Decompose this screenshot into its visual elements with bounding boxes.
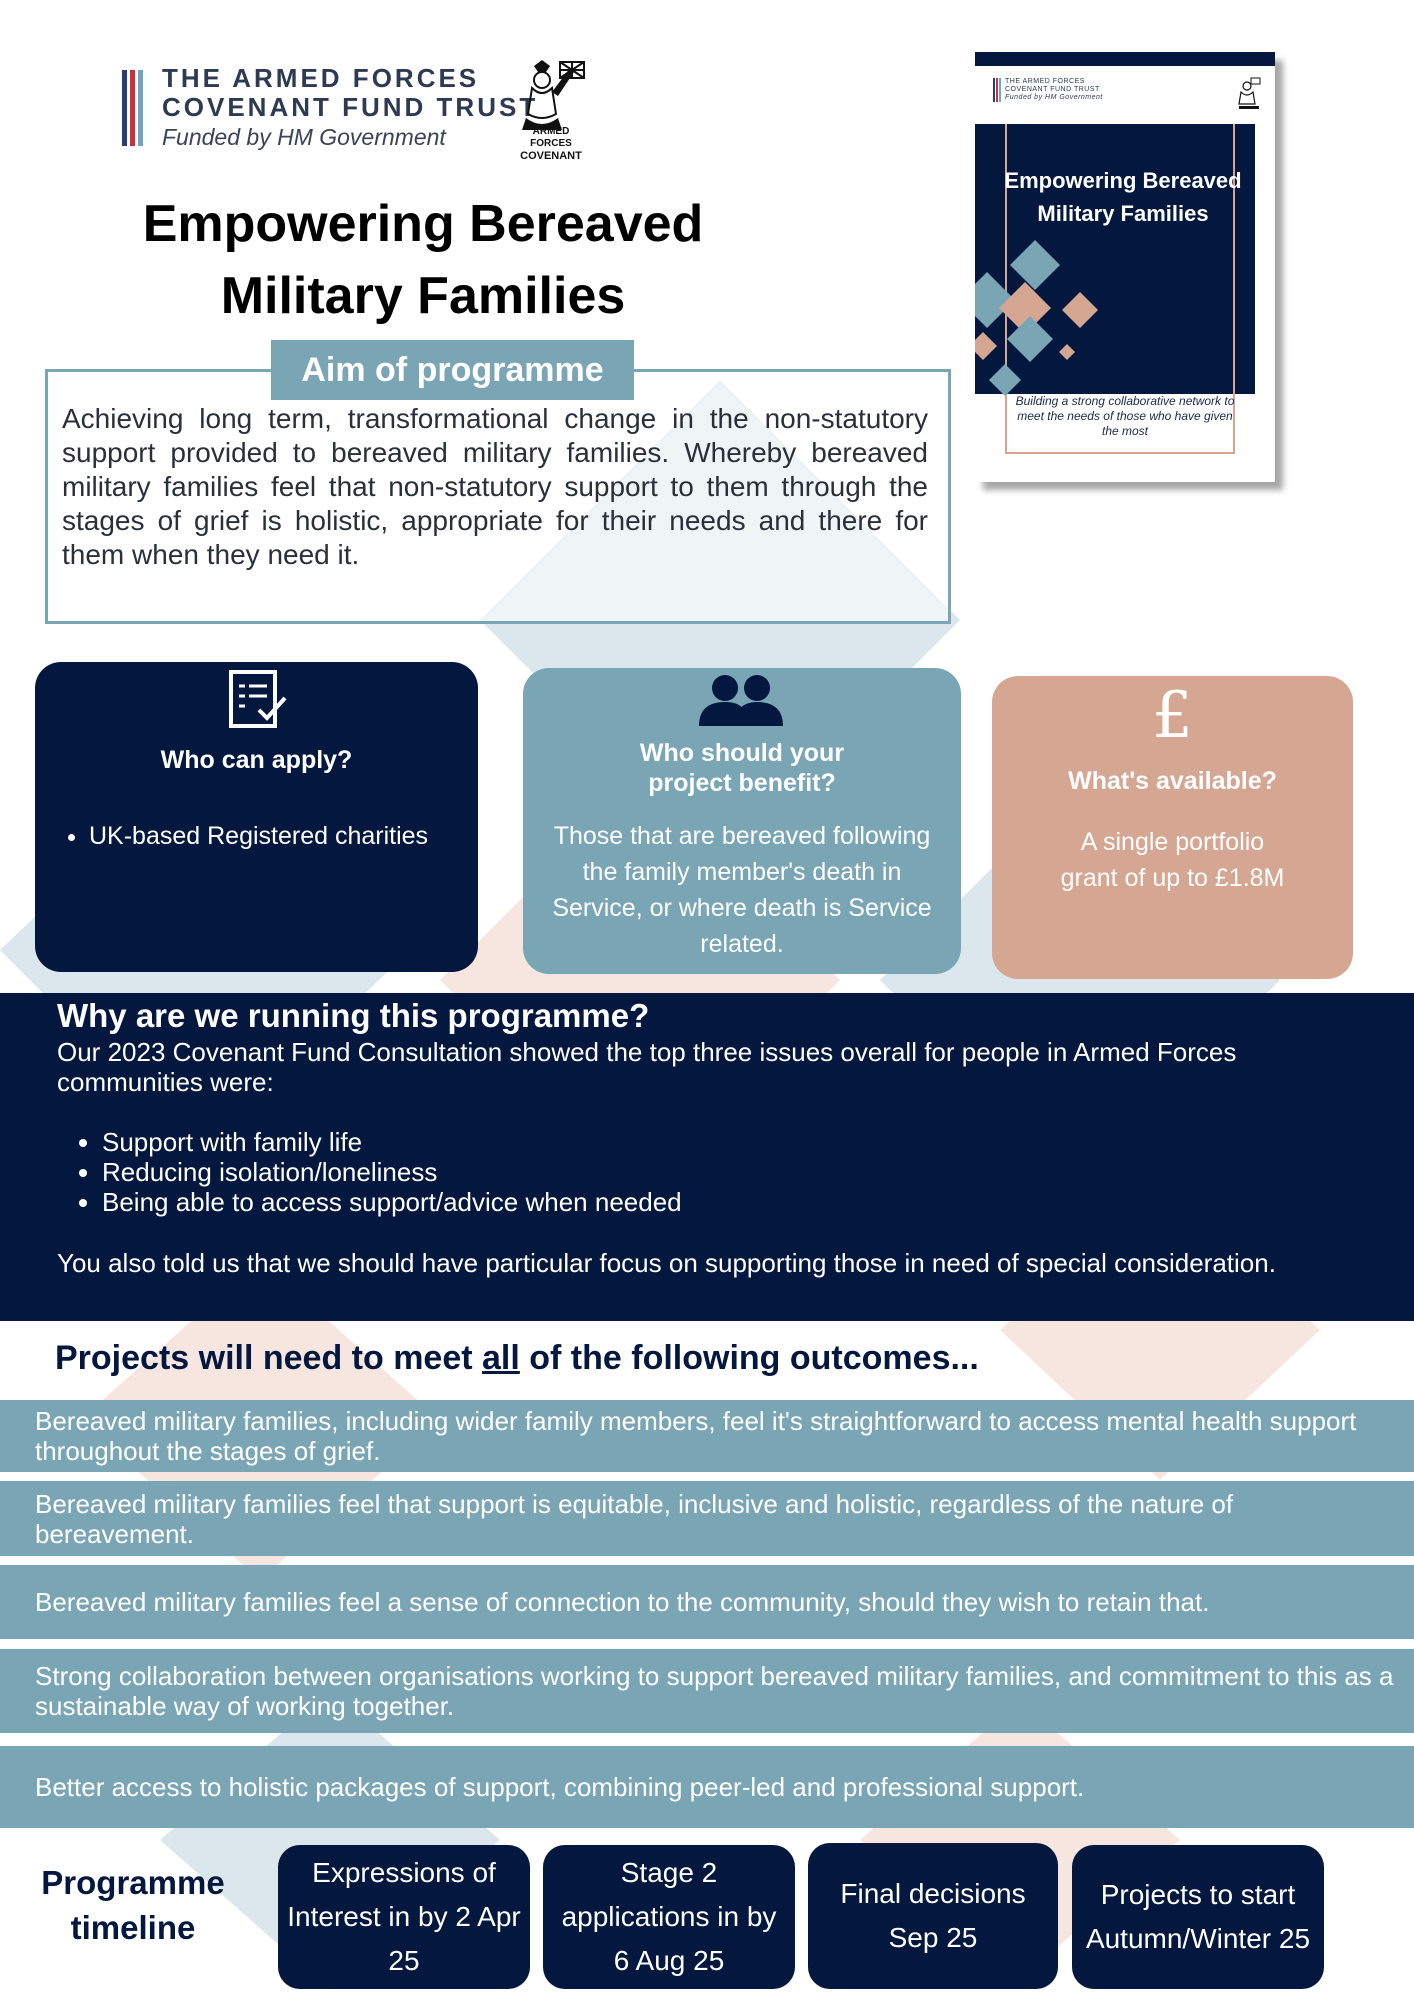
- why-outro: You also told us that we should have particular focus on supporting those in need of special consideration.: [57, 1248, 1276, 1278]
- who-can-apply-card: [35, 662, 478, 972]
- brochure-cover-image: [975, 52, 1275, 482]
- who-benefit-body: Those that are bereaved following the family member's death in Service, or where death is Service related.: [552, 822, 932, 958]
- outcome-item-3: Bereaved military families feel a sense of connection to the community, should they wish to retain that.: [0, 1565, 1414, 1639]
- brochure-logo-line1: THE ARMED FORCES: [1005, 78, 1085, 85]
- page-title-line1: Empowering Bereaved: [142, 195, 704, 253]
- brochure-logo-line3: Funded by HM Government: [1005, 94, 1103, 101]
- timeline-step-3: Final decisions Sep 25: [808, 1843, 1058, 1989]
- logo-stripes: [122, 70, 152, 146]
- list-item: • Reducing isolation/loneliness: [102, 1157, 682, 1187]
- list-item: • Support with family life: [102, 1127, 682, 1157]
- brochure-title: Empowering Bereaved Military Families: [1004, 168, 1242, 226]
- page-title-line2: Military Families: [220, 267, 626, 325]
- list-item: • UK-based Registered charities: [89, 818, 428, 854]
- brochure-subtitle: Building a strong collaborative network to meet the needs of those who have given the most: [1015, 394, 1235, 438]
- brochure-diamonds-icon: [975, 232, 1115, 412]
- why-section: [0, 993, 1414, 1321]
- who-can-apply-list: [59, 818, 428, 854]
- crest-label-1: ARMED FORCES: [530, 126, 572, 149]
- outcome-item-5: Better access to holistic packages of support, combining peer-led and professional support.: [0, 1746, 1414, 1828]
- why-heading: Why are we running this programme?: [57, 997, 650, 1034]
- armed-forces-covenant-crest-icon: [512, 58, 590, 162]
- whats-available-card: [992, 676, 1353, 979]
- why-list: [72, 1127, 682, 1217]
- outcomes-heading-after: of the following outcomes...: [519, 1339, 979, 1377]
- page-title: [100, 188, 746, 332]
- why-intro: Our 2023 Covenant Fund Consultation showed the top three issues overall for people in Armed Forces communities were:: [57, 1037, 1237, 1097]
- whats-available-title: What's available?: [1068, 767, 1277, 795]
- timeline-label: [28, 1860, 238, 1950]
- timeline-step-1: Expressions of Interest in by 2 Apr 25: [278, 1845, 530, 1989]
- outcomes-heading-before: Projects will need to meet: [55, 1339, 483, 1377]
- outcome-item-4: Strong collaboration between organisations working to support bereaved military families, and commitment to this as a sustainable way of working together.: [0, 1649, 1414, 1733]
- outcome-item-1: Bereaved military families, including wider family members, feel it's straightforward to access mental health support throughout the stages of grief.: [0, 1400, 1414, 1472]
- timeline-label-line1: Programme: [41, 1864, 225, 1901]
- outcome-item-2: Bereaved military families feel that support is equitable, inclusive and holistic, regardless of the nature of bereavement.: [0, 1481, 1414, 1556]
- aim-text: Achieving long term, transformational change in the non-statutory support provided to bereaved military families. Whereby bereaved military families feel that non-statutory support to them through the stages of grief is holistic, appropriate for their needs and there for them when they need it.: [62, 403, 928, 570]
- timeline-step-2: Stage 2 applications in by 6 Aug 25: [543, 1845, 795, 1989]
- logo-line1: THE ARMED FORCES: [162, 63, 480, 93]
- list-item: • Being able to access support/advice when needed: [102, 1187, 682, 1217]
- logo-line3: Funded by HM Government: [162, 124, 446, 150]
- timeline-step-4: Projects to start Autumn/Winter 25: [1072, 1845, 1324, 1989]
- logo-line2: COVENANT FUND TRUST: [162, 92, 539, 122]
- whats-available-body-line1: A single portfolio: [1080, 828, 1265, 856]
- aim-heading: Aim of programme: [271, 340, 634, 400]
- who-benefit-title-line1: Who should your: [639, 739, 845, 767]
- timeline-label-line2: timeline: [70, 1909, 196, 1946]
- crest-label-2: COVENANT: [520, 150, 582, 162]
- pound-icon: £: [1152, 679, 1193, 753]
- who-benefit-title: [523, 738, 961, 798]
- outcomes-heading-emph: all: [482, 1339, 520, 1377]
- checklist-icon: [225, 668, 289, 732]
- brochure-crest-icon: [1237, 76, 1261, 110]
- people-icon: [695, 672, 785, 728]
- brochure-logo-line2: COVENANT FUND TRUST: [1005, 86, 1100, 93]
- whats-available-body-line2: grant of up to £1.8M: [1060, 864, 1285, 892]
- whats-available-body: [1004, 824, 1341, 896]
- who-benefit-title-line2: project benefit?: [648, 769, 836, 797]
- outcomes-heading: [55, 1334, 979, 1382]
- trust-logo: [162, 64, 538, 152]
- who-can-apply-title: Who can apply?: [160, 746, 353, 774]
- who-benefit-card: [523, 668, 961, 974]
